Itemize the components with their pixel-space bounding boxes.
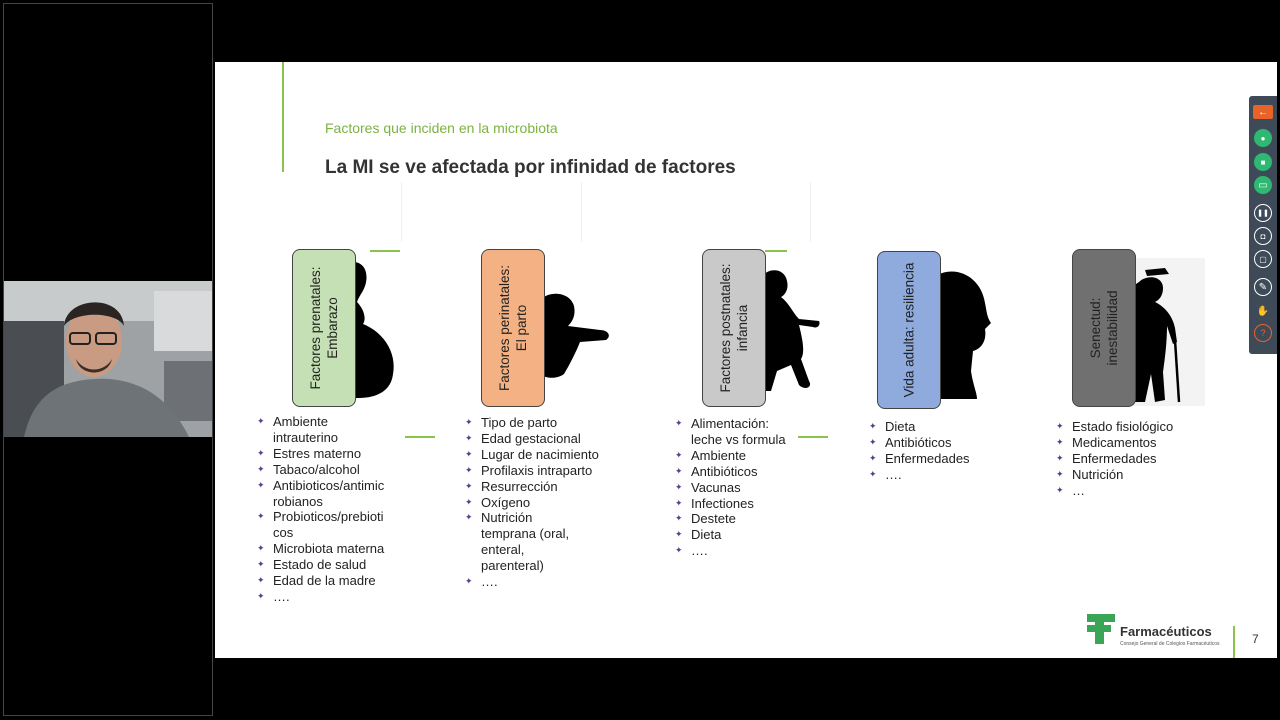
footer-divider bbox=[1233, 626, 1235, 658]
hand-icon: ✋ bbox=[1256, 305, 1270, 317]
guide-line bbox=[810, 182, 811, 242]
list-item: ✦ Enfermedades bbox=[869, 451, 999, 467]
list-item: ✦ Oxígeno bbox=[465, 495, 625, 511]
mouse-icon: ◘ bbox=[1260, 231, 1266, 241]
annotate-button[interactable] bbox=[1254, 278, 1272, 296]
list-item: ✦ Vacunas bbox=[675, 480, 800, 496]
list-item: ✦ … bbox=[1056, 483, 1196, 499]
factor-list-adult bbox=[869, 419, 999, 483]
slide-subtitle: Factores que inciden en la microbiota bbox=[325, 120, 558, 136]
factor-card-label: Factores prenatales: Embarazo bbox=[308, 266, 340, 390]
list-item: ✦ Alimentación: leche vs formula bbox=[675, 416, 800, 448]
list-item: ✦ …. bbox=[257, 589, 392, 605]
screen-share-icon: ▭ bbox=[1258, 179, 1268, 191]
list-item: ✦ Dieta bbox=[675, 527, 800, 543]
guide-line bbox=[581, 182, 582, 242]
connector-line bbox=[798, 436, 828, 438]
microphone-icon: ● bbox=[1260, 133, 1266, 143]
elderly-silhouette-icon bbox=[1133, 262, 1203, 404]
logo-name: Farmacéuticos bbox=[1120, 624, 1212, 639]
factor-card-perinatal bbox=[481, 249, 545, 407]
list-item: ✦ Lugar de nacimiento bbox=[465, 447, 625, 463]
factor-card-label: Factores postnatales: infancia bbox=[718, 263, 750, 393]
back-button[interactable] bbox=[1253, 105, 1273, 119]
list-item: ✦ Antibióticos bbox=[869, 435, 999, 451]
list-item: ✦ Probioticos/prebioti cos bbox=[257, 509, 392, 541]
list-item: ✦ Nutrición bbox=[1056, 467, 1196, 483]
back-icon: ← bbox=[1258, 106, 1268, 118]
factor-list-perinatal bbox=[465, 415, 625, 590]
chat-button[interactable] bbox=[1254, 250, 1272, 268]
list-item: ✦ Antibioticos/antimic robianos bbox=[257, 478, 392, 510]
chat-icon: ▢ bbox=[1259, 254, 1267, 264]
mouse-control-button[interactable] bbox=[1254, 227, 1272, 245]
page-number: 7 bbox=[1252, 632, 1259, 646]
microphone-button[interactable] bbox=[1254, 129, 1272, 147]
list-item: ✦ Ambiente bbox=[675, 448, 800, 464]
factor-card-adult bbox=[877, 251, 941, 409]
factor-card-postnatal bbox=[702, 249, 766, 407]
list-item: ✦ Estres materno bbox=[257, 446, 392, 462]
factor-card-label: Vida adulta: resiliencia bbox=[901, 262, 917, 398]
connector-line bbox=[370, 250, 400, 252]
accent-line bbox=[282, 62, 284, 172]
webcam-feed bbox=[4, 281, 212, 437]
list-item: ✦ Destete bbox=[675, 511, 800, 527]
list-item: ✦ Estado fisiológico bbox=[1056, 419, 1196, 435]
list-item: ✦ Tabaco/alcohol bbox=[257, 462, 392, 478]
list-item: ✦ …. bbox=[465, 574, 625, 590]
list-item: ✦ Dieta bbox=[869, 419, 999, 435]
factor-list-senior bbox=[1056, 419, 1196, 499]
list-item: ✦ Antibióticos bbox=[675, 464, 800, 480]
adult-head-silhouette-icon bbox=[937, 267, 992, 402]
farmaceuticos-logo bbox=[1085, 612, 1235, 652]
camera-button[interactable] bbox=[1254, 153, 1272, 171]
factor-card-label: Factores perinatales: El parto bbox=[497, 264, 529, 392]
list-item: ✦ Microbiota materna bbox=[257, 541, 392, 557]
factor-list-prenatal bbox=[257, 414, 392, 605]
presentation-slide bbox=[215, 62, 1277, 658]
list-item: ✦ Ambiente intrauterino bbox=[257, 414, 392, 446]
webcam-image bbox=[4, 281, 212, 437]
list-item: ✦ Infectiones bbox=[675, 496, 800, 512]
help-button[interactable] bbox=[1254, 324, 1272, 342]
factor-list-postnatal bbox=[675, 416, 800, 559]
pause-icon: ❚❚ bbox=[1257, 210, 1269, 217]
meeting-toolbar bbox=[1249, 96, 1277, 354]
connector-line bbox=[765, 250, 787, 252]
list-item: ✦ Enfermedades bbox=[1056, 451, 1196, 467]
factor-card-prenatal bbox=[292, 249, 356, 407]
logo-subtitle: Consejo General de Colegios Farmacéuticos bbox=[1120, 641, 1220, 647]
pencil-icon: ✎ bbox=[1258, 281, 1268, 293]
list-item: ✦ Tipo de parto bbox=[465, 415, 625, 431]
list-item: ✦ Nutrición temprana (oral, enteral, parenteral) bbox=[465, 510, 576, 574]
list-item: ✦ Edad gestacional bbox=[465, 431, 625, 447]
logo-mark-icon bbox=[1085, 612, 1117, 646]
list-item: ✦ Edad de la madre bbox=[257, 573, 392, 589]
list-item: ✦ Medicamentos bbox=[1056, 435, 1196, 451]
camera-icon: ■ bbox=[1260, 157, 1266, 167]
list-item: ✦ …. bbox=[869, 467, 999, 483]
slide-title: La MI se ve afectada por infinidad de factores bbox=[325, 157, 736, 178]
factor-card-label: Senectud: inestabilidad bbox=[1088, 290, 1120, 366]
screen-share-button[interactable] bbox=[1254, 176, 1272, 194]
list-item: ✦ Resurrección bbox=[465, 479, 625, 495]
raise-hand-button[interactable] bbox=[1254, 302, 1272, 320]
list-item: ✦ …. bbox=[675, 543, 800, 559]
list-item: ✦ Estado de salud bbox=[257, 557, 392, 573]
child-silhouette-icon bbox=[763, 267, 823, 392]
help-icon: ? bbox=[1260, 328, 1266, 338]
pause-button[interactable] bbox=[1254, 204, 1272, 222]
factor-card-senior bbox=[1072, 249, 1136, 407]
list-item: ✦ Profilaxis intraparto bbox=[465, 463, 625, 479]
connector-line bbox=[405, 436, 435, 438]
guide-line bbox=[401, 182, 402, 242]
baby-silhouette-icon bbox=[540, 290, 615, 380]
